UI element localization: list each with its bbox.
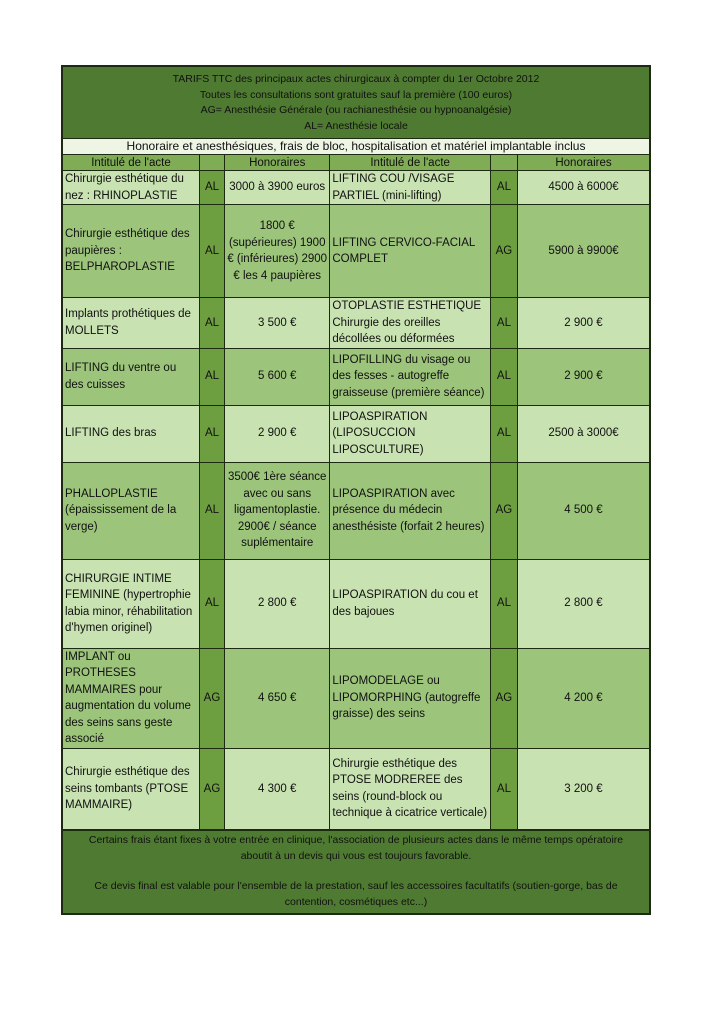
right-fee: 4 500 € — [517, 462, 650, 559]
header-al-definition: AL= Anesthésie locale — [304, 119, 408, 132]
left-act-name: Chirurgie esthétique du nez : RHINOPLASTIE — [62, 171, 199, 205]
right-anesthesia-type: AL — [490, 559, 517, 648]
price-sheet — [61, 65, 651, 915]
column-header-row — [62, 155, 650, 171]
table-row — [62, 348, 650, 405]
header-consultation-note: Toutes les consultations sont gratuites sauf la première (100 euros) — [199, 88, 513, 101]
right-act-name: OTOPLASTIE ESTHETIQUE Chirurgie des oreilles décollées ou déformées — [330, 298, 491, 349]
right-anesthesia-type: AG — [490, 462, 517, 559]
footer-note-combination: Certains frais étant fixes à votre entrée en clinique, l'association de plusieurs actes dans le même temps opératoire aboutit à un devis qui vous est toujours favorable. — [88, 834, 624, 862]
right-fee: 2 800 € — [517, 559, 650, 648]
right-anesthesia-type: AG — [490, 648, 517, 748]
footer-note-final-quote: Ce devis final est valable pour l'ensemble de la prestation, sauf les accessoires facultatifs (soutien-gorge, bas de contention, cosmétiques etc...) — [94, 880, 618, 908]
table-row — [62, 298, 650, 349]
right-anesthesia-type: AL — [490, 748, 517, 830]
table-row — [62, 462, 650, 559]
left-fee: 2 900 € — [225, 405, 330, 462]
left-fee: 3 500 € — [225, 298, 330, 349]
left-act-name: IMPLANT ou PROTHESES MAMMAIRES pour augmentation du volume des seins sans geste associé — [62, 648, 199, 748]
right-fee: 2500 à 3000€ — [517, 405, 650, 462]
right-act-name: LIPOFILLING du visage ou des fesses - autogreffe graisseuse (première séance) — [330, 348, 491, 405]
left-act-name: LIFTING du ventre ou des cuisses — [62, 348, 199, 405]
left-act-name: LIFTING des bras — [62, 405, 199, 462]
left-fee: 4 300 € — [225, 748, 330, 830]
column-header-act-right: Intitulé de l'acte — [330, 155, 491, 171]
right-act-name: LIFTING CERVICO-FACIAL COMPLET — [330, 205, 491, 298]
price-table — [61, 154, 651, 831]
left-act-name: Implants prothétiques de MOLLETS — [62, 298, 199, 349]
left-act-name: Chirurgie esthétique des paupières : BELPHAROPLASTIE — [62, 205, 199, 298]
right-fee: 2 900 € — [517, 298, 650, 349]
left-fee: 3500€ 1ère séance avec ou sans ligamentoplastie. 2900€ / séance suplémentaire — [225, 462, 330, 559]
left-anesthesia-type: AL — [199, 205, 224, 298]
table-row — [62, 171, 650, 205]
right-anesthesia-type: AL — [490, 298, 517, 349]
right-act-name: LIPOASPIRATION du cou et des bajoues — [330, 559, 491, 648]
footer-notes — [61, 831, 651, 915]
table-row — [62, 648, 650, 748]
left-anesthesia-type: AG — [199, 748, 224, 830]
right-act-name: Chirurgie esthétique des PTOSE MODREREE des seins (round-block ou technique à cicatrice verticale) — [330, 748, 491, 830]
left-anesthesia-type: AL — [199, 348, 224, 405]
left-anesthesia-type: AL — [199, 171, 224, 205]
right-anesthesia-type: AL — [490, 405, 517, 462]
table-row — [62, 205, 650, 298]
left-fee: 5 600 € — [225, 348, 330, 405]
right-anesthesia-type: AL — [490, 348, 517, 405]
right-fee: 4 200 € — [517, 648, 650, 748]
left-act-name: PHALLOPLASTIE (épaississement de la verge) — [62, 462, 199, 559]
right-act-name: LIPOASPIRATION (LIPOSUCCION LIPOSCULTURE) — [330, 405, 491, 462]
table-row — [62, 559, 650, 648]
left-fee: 1800 € (supérieures) 1900 € (inférieures) 2900 € les 4 paupières — [225, 205, 330, 298]
table-row — [62, 405, 650, 462]
column-header-fee-left: Honoraires — [225, 155, 330, 171]
column-header-anesthesia-left — [199, 155, 224, 171]
right-fee: 2 900 € — [517, 348, 650, 405]
left-anesthesia-type: AG — [199, 648, 224, 748]
right-anesthesia-type: AG — [490, 205, 517, 298]
left-act-name: Chirurgie esthétique des seins tombants (PTOSE MAMMAIRE) — [62, 748, 199, 830]
header-title: TARIFS TTC des principaux actes chirurgicaux à compter du 1er Octobre 2012 — [172, 73, 540, 85]
column-header-anesthesia-right — [490, 155, 517, 171]
right-fee: 4500 à 6000€ — [517, 171, 650, 205]
right-act-name: LIPOASPIRATION avec présence du médecin anesthésiste (forfait 2 heures) — [330, 462, 491, 559]
left-anesthesia-type: AL — [199, 298, 224, 349]
left-fee: 2 800 € — [225, 559, 330, 648]
right-act-name: LIPOMODELAGE ou LIPOMORPHING (autogreffe graisse) des seins — [330, 648, 491, 748]
column-header-act-left: Intitulé de l'acte — [62, 155, 199, 171]
left-fee: 3000 à 3900 euros — [225, 171, 330, 205]
column-header-fee-right: Honoraires — [517, 155, 650, 171]
table-row — [62, 748, 650, 830]
right-fee: 5900 à 9900€ — [517, 205, 650, 298]
right-anesthesia-type: AL — [490, 171, 517, 205]
left-fee: 4 650 € — [225, 648, 330, 748]
header-block — [61, 65, 651, 138]
right-act-name: LIFTING COU /VISAGE PARTIEL (mini-lifting) — [330, 171, 491, 205]
inclusions-subtitle: Honoraire et anesthésiques, frais de bloc, hospitalisation et matériel implantable inclus — [61, 138, 651, 154]
left-anesthesia-type: AL — [199, 559, 224, 648]
left-act-name: CHIRURGIE INTIME FEMININE (hypertrophie labia minor, réhabilitation d'hymen originel) — [62, 559, 199, 648]
left-anesthesia-type: AL — [199, 405, 224, 462]
right-fee: 3 200 € — [517, 748, 650, 830]
left-anesthesia-type: AL — [199, 462, 224, 559]
header-ag-definition: AG= Anesthésie Générale (ou rachianesthésie ou hypnoanalgésie) — [200, 104, 512, 116]
